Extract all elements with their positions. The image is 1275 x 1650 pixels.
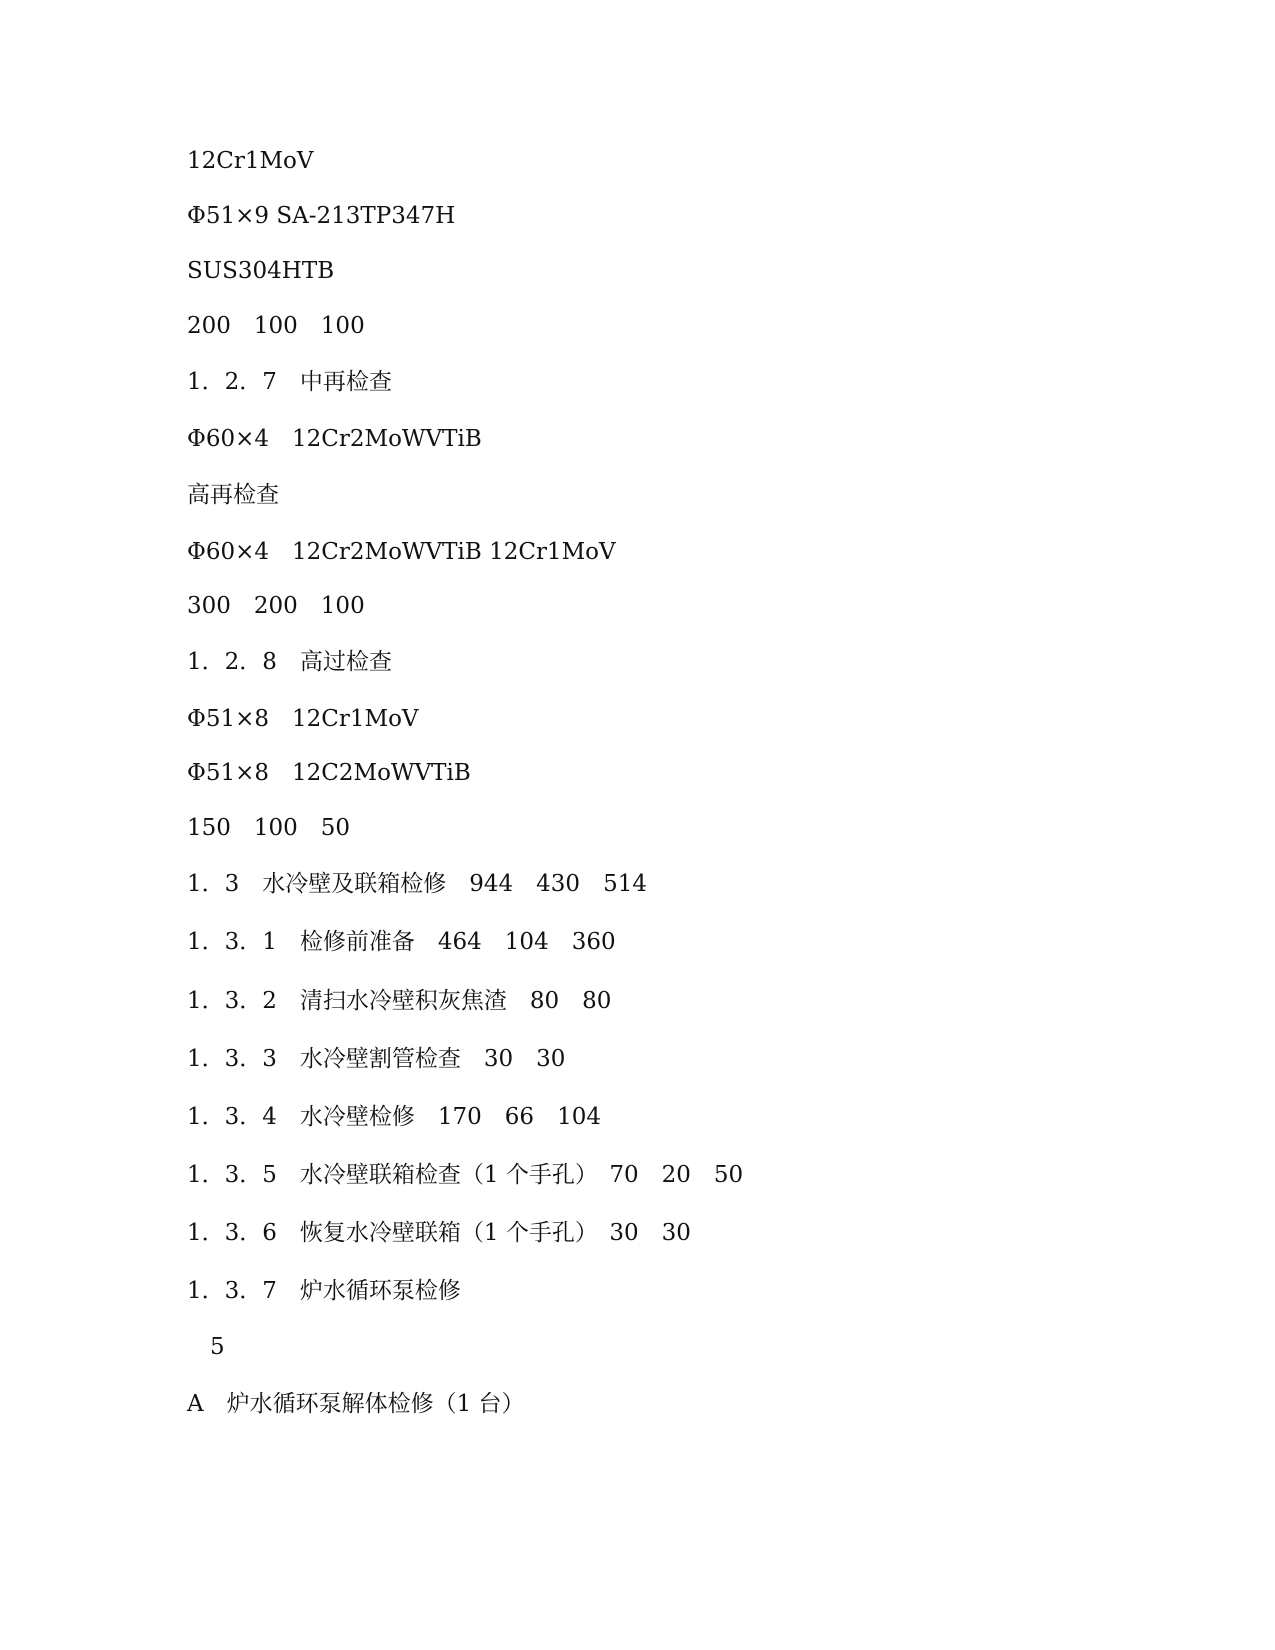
text-line-20: 1．3．6 恢复水冷壁联箱（1 个手孔） 30 30 <box>187 1220 691 1246</box>
text-line-6: Φ60×4 12Cr2MoWVTiB <box>187 426 482 452</box>
text-line-21: 1．3．7 炉水循环泵检修 <box>187 1278 461 1304</box>
text-line-4: 200 100 100 <box>187 313 365 339</box>
text-line-10: 1．2．8 高过检查 <box>187 649 392 675</box>
text-line-3: SUS304HTB <box>187 258 335 284</box>
text-line-11: Φ51×8 12Cr1MoV <box>187 706 419 732</box>
text-line-2: Φ51×9 SA-213TP347H <box>187 203 456 229</box>
text-line-14: 1．3 水冷壁及联箱检修 944 430 514 <box>187 871 647 897</box>
text-line-23: A 炉水循环泵解体检修（1 台） <box>187 1391 525 1417</box>
text-line-18: 1．3．4 水冷壁检修 170 66 104 <box>187 1104 601 1130</box>
text-line-13: 150 100 50 <box>187 815 351 841</box>
text-line-8: Φ60×4 12Cr2MoWVTiB 12Cr1MoV <box>187 539 616 565</box>
text-line-15: 1．3．1 检修前准备 464 104 360 <box>187 929 616 955</box>
text-line-16: 1．3．2 清扫水冷壁积灰焦渣 80 80 <box>187 988 612 1014</box>
text-line-17: 1．3．3 水冷壁割管检查 30 30 <box>187 1046 566 1072</box>
text-line-19: 1．3．5 水冷壁联箱检查（1 个手孔） 70 20 50 <box>187 1162 744 1188</box>
text-line-12: Φ51×8 12C2MoWVTiB <box>187 760 471 786</box>
text-line-9: 300 200 100 <box>187 593 365 619</box>
text-line-5: 1．2．7 中再检查 <box>187 369 392 395</box>
text-line-7: 高再检查 <box>187 482 279 508</box>
text-line-22: 5 <box>187 1334 225 1360</box>
text-line-1: 12Cr1MoV <box>187 148 314 174</box>
